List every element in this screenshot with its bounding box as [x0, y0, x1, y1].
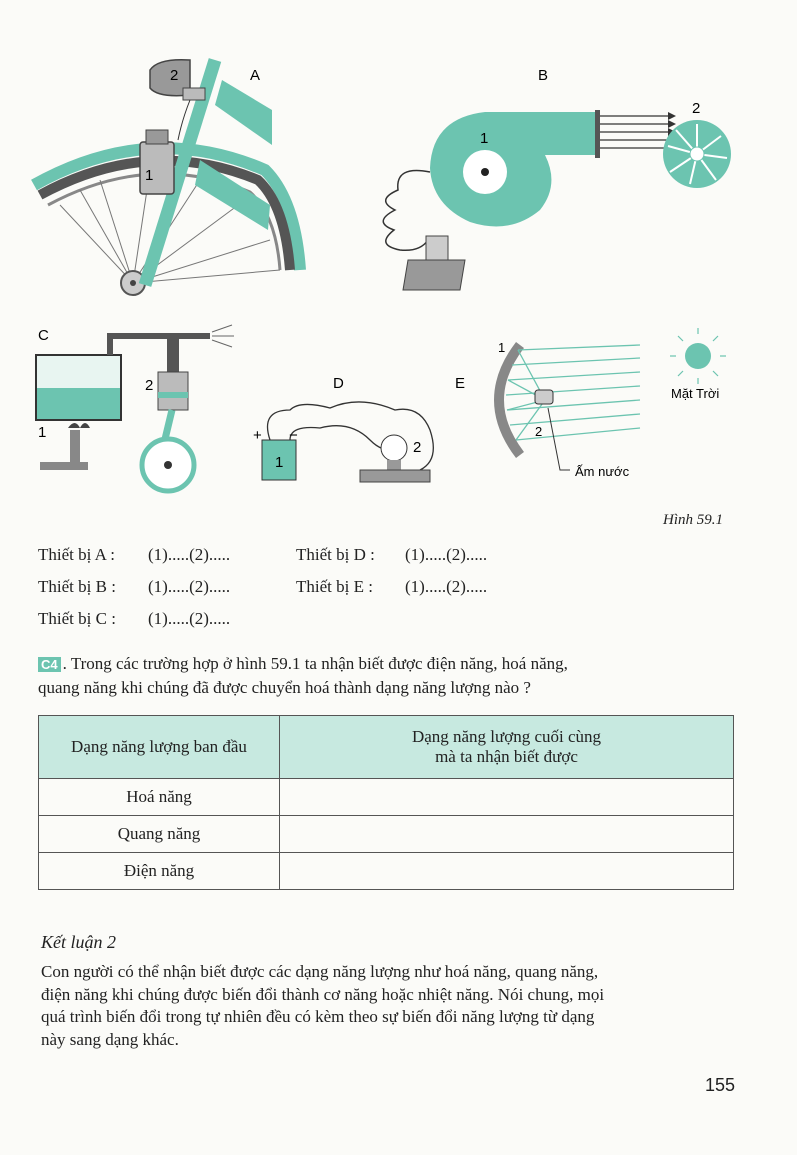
device-a-blanks: (1).....(2).....: [148, 545, 231, 564]
device-a-label: Thiết bị A :: [38, 545, 115, 564]
conclusion-line1: Con người có thể nhận biết được các dạng năng lượng như hoá năng, quang năng,: [41, 962, 599, 981]
device-e-label: Thiết bị E :: [296, 577, 373, 596]
table-header-row: [39, 716, 734, 779]
bicycle-dynamo-illustration: [34, 60, 300, 295]
label-b-2: 2: [692, 100, 701, 117]
conclusion-line4: này sang dạng khác.: [41, 1030, 179, 1049]
answer-cell-1[interactable]: [280, 779, 734, 816]
sun-label: Mặt Trời: [671, 386, 720, 401]
label-e-2: 2: [535, 424, 543, 439]
blower-illustration: [383, 110, 731, 290]
device-c-blanks: (1).....(2).....: [148, 609, 231, 628]
device-b-label: Thiết bị B :: [38, 577, 116, 596]
device-c-label: Thiết bị C :: [38, 609, 116, 628]
figure-caption: Hình 59.1: [663, 512, 723, 528]
label-a-2: 2: [170, 67, 179, 84]
device-b-blanks: (1).....(2).....: [148, 577, 231, 596]
c4-text-1: . Trong các trường hợp ở hình 59.1 ta nhận biết được điện năng, hoá năng,: [62, 654, 568, 673]
label-a: A: [250, 67, 261, 84]
table-row: [39, 816, 734, 853]
label-c: C: [38, 327, 49, 344]
table-row: [39, 779, 734, 816]
label-d-2: 2: [413, 439, 422, 456]
label-a-1: 1: [145, 167, 154, 184]
header-final-line1: Dạng năng lượng cuối cùng: [411, 727, 602, 746]
c4-badge: C4: [38, 657, 61, 672]
label-d: D: [333, 375, 344, 392]
label-e: E: [455, 375, 466, 392]
answer-cell-3[interactable]: [280, 853, 734, 890]
table-row: [39, 853, 734, 890]
battery-lamp-illustration: [262, 402, 433, 482]
page-number: 155: [705, 1075, 736, 1095]
header-final-energy: [280, 716, 734, 779]
label-d-1: 1: [275, 454, 284, 471]
device-d-blanks: (1).....(2).....: [405, 545, 488, 564]
label-e-1: 1: [498, 340, 506, 355]
steam-engine-illustration: [36, 325, 234, 491]
label-b: B: [538, 67, 549, 84]
answer-cell-2[interactable]: [280, 816, 734, 853]
label-c-1: 1: [38, 424, 47, 441]
row-light-energy: Quang năng: [39, 816, 280, 853]
row-chemical-energy: Hoá năng: [39, 779, 280, 816]
conclusion-line3: quá trình biến đổi trong tự nhiên đều có kèm theo sự biến đổi năng lượng từ dạng: [41, 1007, 595, 1026]
row-electric-energy: Điện năng: [39, 853, 280, 890]
label-d-minus: −: [289, 427, 298, 444]
header-initial-energy: Dạng năng lượng ban đầu: [39, 716, 280, 779]
label-d-plus: +: [253, 427, 262, 444]
conclusion-line2: điện năng khi chúng được biến đổi thành cơ năng hoặc nhiệt năng. Nói chung, mọi: [41, 985, 605, 1004]
label-c-2: 2: [145, 377, 154, 394]
c4-question-line1: [38, 654, 738, 674]
kettle-label: Ấm nước: [575, 464, 630, 479]
device-d-label: Thiết bị D :: [296, 545, 375, 564]
header-final-line2: mà ta nhận biết được: [435, 747, 578, 766]
conclusion-title: Kết luận 2: [41, 932, 116, 952]
energy-table: [38, 715, 734, 890]
c4-question-line2: quang năng khi chúng đã được chuyển hoá thành dạng năng lượng nào ?: [38, 678, 531, 697]
figure-59-1: [0, 0, 797, 510]
label-b-1: 1: [480, 130, 489, 147]
device-e-blanks: (1).....(2).....: [405, 577, 488, 596]
